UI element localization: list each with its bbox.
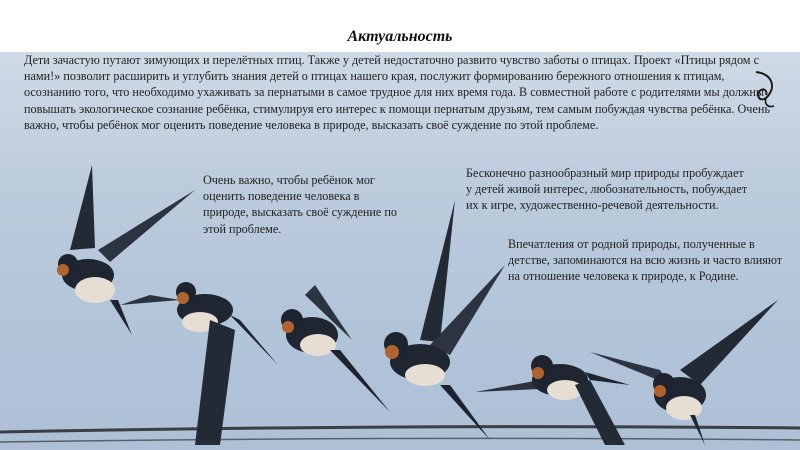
- swallow-bird-icon: [590, 300, 778, 445]
- swallow-bird-icon: [120, 282, 278, 445]
- slide-title: Актуальность: [347, 28, 453, 45]
- wire-line: [0, 427, 800, 432]
- right-callout-text-1: Бесконечно разнообразный мир природы пробуждает у детей живой интерес, любознательность, побуждает их к игре, художественно-речевой деятельности.: [466, 166, 748, 213]
- left-callout-text: Очень важно, чтобы ребёнок мог оценить поведение человека в природе, высказать своё суждение по этой проблеме.: [203, 173, 397, 236]
- swallow-bird-icon: [281, 285, 390, 412]
- swallow-bird-icon: [57, 165, 195, 335]
- wire-line: [0, 438, 800, 442]
- swallow-bird-icon: [475, 355, 630, 445]
- swirl-ornament-icon: [752, 70, 778, 110]
- intro-paragraph: Дети зачастую путают зимующих и перелётных птиц. Также у детей недостаточно развито чувство заботы о птицах. Проект «Птицы рядом с нами!» позволит расширить и углубить знания детей о птицах нашего края, послужит формированию бережного отношения к птицам, осознанию того, что необходимо ухаживать за пернатыми в самое трудное для них время года. В совместной работе с родителями мы должны повышать экологическое сознание ребёнка, стимулируя его интерес к помощи пернатым друзьям, тем самым побуждая чувства ребёнка. Очень важно, чтобы ребёнок мог оценить поведение человека в природе, высказать своё суждение по этой проблеме.: [24, 53, 770, 132]
- right-callout-text-2: Впечатления от родной природы, полученные в детстве, запоминаются на всю жизнь и часто влияют на отношение человека к природе, к Родине.: [508, 237, 783, 284]
